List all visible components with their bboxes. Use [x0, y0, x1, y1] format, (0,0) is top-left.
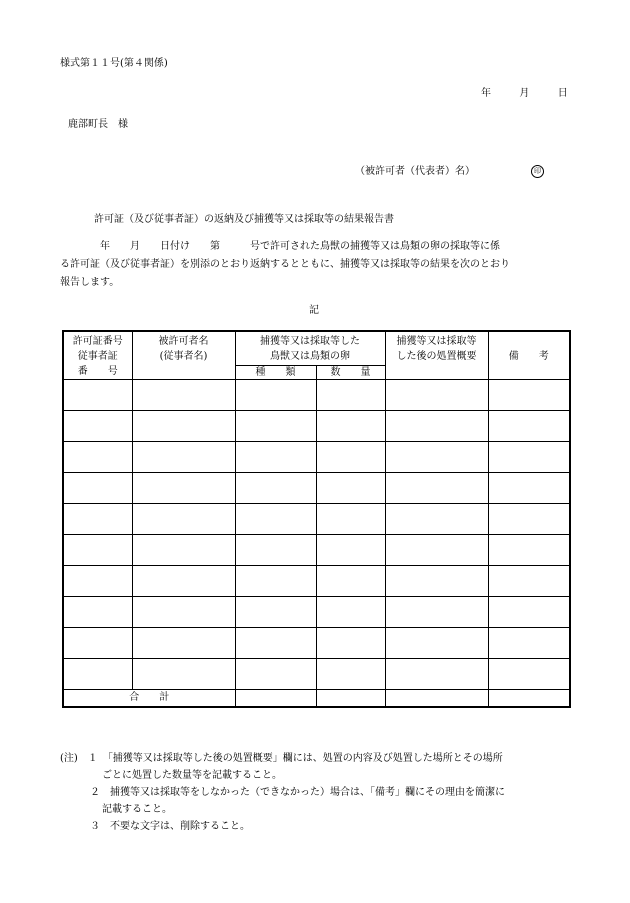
note-item	[60, 818, 505, 835]
table-row	[63, 473, 570, 504]
cell-disposal[interactable]	[385, 442, 488, 473]
total-kind[interactable]	[235, 690, 316, 708]
total-remarks[interactable]	[488, 690, 570, 708]
applicant-label: （被許可者（代表者）名）	[355, 166, 475, 177]
applicant-line	[355, 162, 544, 178]
cell-disposal[interactable]	[385, 566, 488, 597]
note-text: 捕獲等又は採取等をしなかった（できなかった）場合は、「備考」欄にその理由を簡潔に	[110, 787, 505, 798]
body-line-1: 年 月 日付け 第 号で許可された鳥獣の捕獲等又は鳥類の卵の採取等に係	[60, 241, 500, 252]
cell-holder[interactable]	[132, 535, 235, 566]
document-title: 許可証（及び従事者証）の返納及び捕獲等又は採取等の結果報告書	[94, 214, 394, 225]
total-row	[63, 690, 570, 708]
table-row	[63, 597, 570, 628]
cell-remarks[interactable]	[488, 628, 570, 659]
cell-disposal[interactable]	[385, 411, 488, 442]
cell-permit-no[interactable]	[63, 473, 132, 504]
cell-holder[interactable]	[132, 411, 235, 442]
cell-kind[interactable]	[235, 628, 316, 659]
header-permit-no: 許可証番号 従事者証 番 号	[63, 331, 132, 380]
note-label: ３	[90, 821, 100, 832]
cell-remarks[interactable]	[488, 411, 570, 442]
cell-kind[interactable]	[235, 473, 316, 504]
cell-holder[interactable]	[132, 442, 235, 473]
total-label: 合 計	[63, 690, 235, 708]
table-row	[63, 659, 570, 690]
cell-holder[interactable]	[132, 473, 235, 504]
cell-holder[interactable]	[132, 504, 235, 535]
cell-kind[interactable]	[235, 597, 316, 628]
total-disposal[interactable]	[385, 690, 488, 708]
note-label: ２	[90, 787, 100, 798]
cell-quantity[interactable]	[316, 628, 385, 659]
header-disposal: 捕獲等又は採取等 した後の処置概要	[385, 331, 488, 380]
cell-permit-no[interactable]	[63, 535, 132, 566]
header-holder: 被許可者名 (従事者名)	[132, 331, 235, 380]
note-item-cont: 記載すること。	[102, 804, 172, 815]
form-number: 様式第１１号(第４関係)	[60, 58, 168, 69]
cell-permit-no[interactable]	[63, 380, 132, 411]
note-label: (注) １	[60, 753, 98, 764]
date-line	[481, 84, 568, 99]
cell-remarks[interactable]	[488, 659, 570, 690]
cell-disposal[interactable]	[385, 473, 488, 504]
note-text: 不要な文字は、削除すること。	[110, 821, 250, 832]
note-item-cont: ごとに処置した数量等を記載すること。	[102, 770, 282, 781]
date-day: 日	[557, 88, 568, 99]
cell-quantity[interactable]	[316, 597, 385, 628]
cell-kind[interactable]	[235, 659, 316, 690]
cell-permit-no[interactable]	[63, 597, 132, 628]
cell-quantity[interactable]	[316, 504, 385, 535]
body-line-2: る許可証（及び従事者証）を別添のとおり返納するとともに、捕獲等又は採取等の結果を次のとおり	[60, 259, 510, 270]
cell-remarks[interactable]	[488, 535, 570, 566]
cell-quantity[interactable]	[316, 566, 385, 597]
cell-remarks[interactable]	[488, 597, 570, 628]
ki-heading: 記	[309, 305, 319, 316]
seal-mark: 印	[531, 165, 544, 178]
cell-disposal[interactable]	[385, 535, 488, 566]
cell-quantity[interactable]	[316, 442, 385, 473]
header-remarks: 備 考	[488, 331, 570, 380]
table-row	[63, 535, 570, 566]
header-quantity: 数 量	[316, 366, 385, 380]
header-captured: 捕獲等又は採取等した 鳥獣又は鳥類の卵	[235, 331, 385, 366]
cell-holder[interactable]	[132, 628, 235, 659]
header-kind: 種 類	[235, 366, 316, 380]
date-month: 月	[519, 88, 530, 99]
cell-kind[interactable]	[235, 442, 316, 473]
cell-disposal[interactable]	[385, 628, 488, 659]
cell-permit-no[interactable]	[63, 628, 132, 659]
table-row	[63, 566, 570, 597]
cell-quantity[interactable]	[316, 473, 385, 504]
cell-permit-no[interactable]	[63, 442, 132, 473]
note-item	[60, 750, 505, 767]
table-row	[63, 628, 570, 659]
cell-permit-no[interactable]	[63, 659, 132, 690]
cell-permit-no[interactable]	[63, 411, 132, 442]
body-line-3: 報告します。	[60, 277, 120, 288]
cell-disposal[interactable]	[385, 659, 488, 690]
cell-quantity[interactable]	[316, 380, 385, 411]
cell-disposal[interactable]	[385, 380, 488, 411]
cell-permit-no[interactable]	[63, 566, 132, 597]
cell-disposal[interactable]	[385, 597, 488, 628]
cell-disposal[interactable]	[385, 504, 488, 535]
cell-quantity[interactable]	[316, 659, 385, 690]
cell-holder[interactable]	[132, 380, 235, 411]
cell-kind[interactable]	[235, 535, 316, 566]
date-year: 年	[481, 88, 491, 99]
notes	[60, 750, 505, 835]
addressee: 鹿部町長 様	[68, 119, 128, 130]
note-item	[60, 784, 505, 801]
cell-quantity[interactable]	[316, 411, 385, 442]
table-row	[63, 411, 570, 442]
cell-kind[interactable]	[235, 566, 316, 597]
table-row	[63, 442, 570, 473]
table-header-row	[63, 331, 570, 366]
cell-permit-no[interactable]	[63, 504, 132, 535]
cell-kind[interactable]	[235, 411, 316, 442]
cell-holder[interactable]	[132, 566, 235, 597]
table-row	[63, 504, 570, 535]
cell-kind[interactable]	[235, 504, 316, 535]
total-quantity[interactable]	[316, 690, 385, 708]
cell-remarks[interactable]	[488, 380, 570, 411]
cell-remarks[interactable]	[488, 442, 570, 473]
body-text	[60, 238, 575, 292]
note-text: 「捕獲等又は採取等した後の処置概要」欄には、処置の内容及び処置した場所とその場所	[107, 753, 503, 764]
cell-holder[interactable]	[132, 659, 235, 690]
cell-kind[interactable]	[235, 380, 316, 411]
cell-remarks[interactable]	[488, 566, 570, 597]
cell-remarks[interactable]	[488, 473, 570, 504]
cell-quantity[interactable]	[316, 535, 385, 566]
table-row	[63, 380, 570, 411]
cell-remarks[interactable]	[488, 504, 570, 535]
cell-holder[interactable]	[132, 597, 235, 628]
result-table	[62, 330, 571, 708]
